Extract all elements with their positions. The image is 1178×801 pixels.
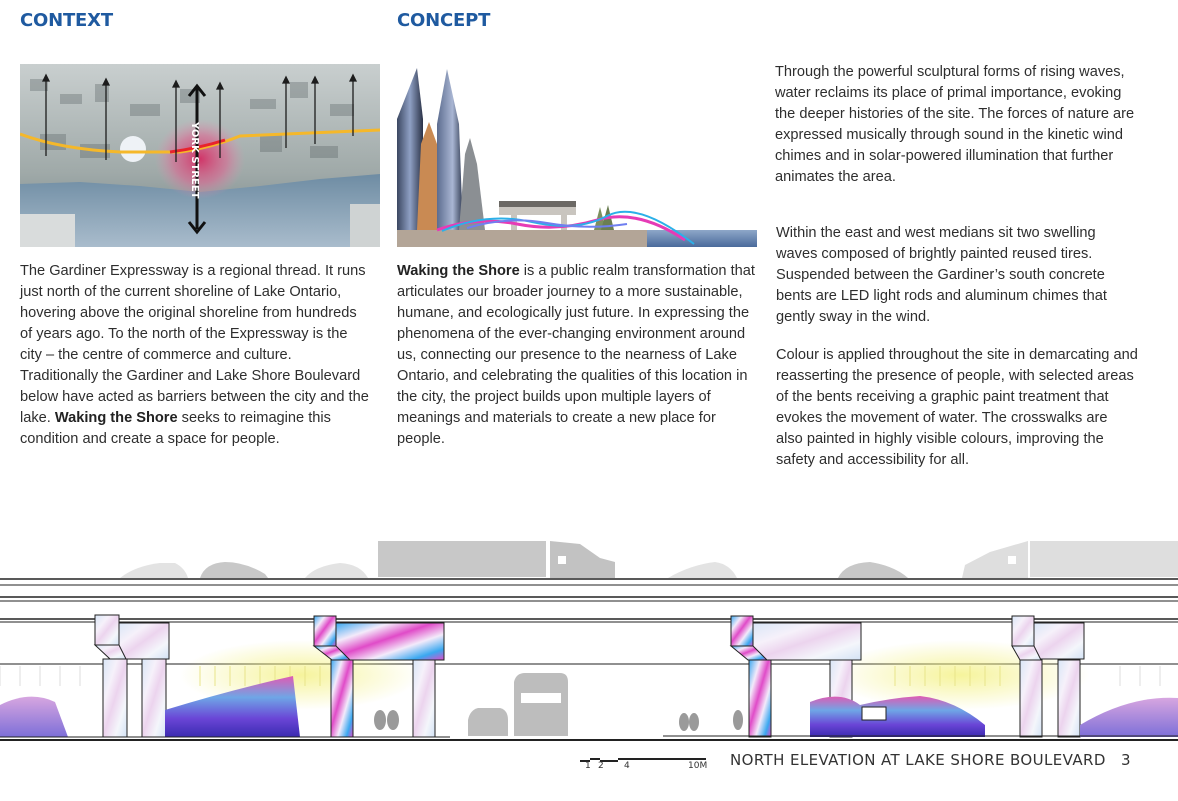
page-number: 3 — [1120, 751, 1131, 769]
context-text-end: seeks to reimagine this condition and create a space for people. — [20, 410, 331, 447]
scale-label: 10M — [688, 761, 708, 771]
context-text: The Gardiner Expressway is a regional thread. It runs just north of the current shoreline of Lake Ontario, hovering above the original shoreline from hundreds of years ago. To the north of the Expressway is the city – the centre of commerce and culture. Traditionally the Gardiner and Lake Shore Boulevard below have acted as barriers between the city and the lake. — [20, 263, 369, 426]
description-paragraph-1: Through the powerful sculptural forms of rising waves, water reclaims its place of primal importance, evoking the deeper histories of the site. The forces of nature are expressed musically through sound in the kinetic wind chimes and in solar-powered illumination that further animates the area. — [775, 64, 1135, 185]
scale-label: 2 — [598, 761, 604, 771]
concept-image — [397, 64, 757, 247]
context-map-image — [20, 64, 380, 247]
elevation-caption — [730, 751, 1131, 769]
ground-line — [0, 736, 1178, 740]
concrete-bent-1 — [95, 615, 169, 737]
concept-heading: CONCEPT — [397, 10, 491, 31]
tire-wave-sculpture — [1080, 698, 1178, 737]
scale-label: 4 — [624, 761, 630, 771]
york-street-label: YORK STREET — [189, 122, 200, 199]
upper-deck-vehicles — [120, 541, 1178, 578]
elevation-title: NORTH ELEVATION AT LAKE SHORE BOULEVARD — [730, 751, 1106, 769]
concept-paragraph — [397, 261, 759, 450]
context-heading: CONTEXT — [20, 10, 113, 31]
concept-text: is a public realm transformation that articulates our broader journey to a more sustainable, humane, and ecologically just future. In expressing the phenomena of the ever-changing environment around us, connecting our presence to the nearness of Lake Ontario, and celebrating the qualities of this location in the city, the project builds upon multiple layers of meanings and materials to create a new place for people. — [397, 263, 755, 447]
description-paragraph-2: Within the east and west medians sit two swelling waves composed of brightly painted reused tires. Suspended between the Gardiner’s south concrete bents are LED light rods and aluminum chimes that gently sway in the wind. — [776, 225, 1107, 325]
context-paragraph — [20, 261, 370, 450]
description-paragraph-3: Colour is applied throughout the site in demarcating and reasserting the presence of people, with selected areas of the bents receiving a graphic paint treatment that evokes the movement of water. The crosswalks are also painted in highly visible colours, improving the safety and accessibility for all. — [776, 347, 1138, 468]
lake-shore-vehicles — [468, 673, 568, 736]
scale-label: 1 — [585, 761, 591, 771]
tire-wave-sculpture — [0, 697, 68, 737]
north-elevation-drawing — [0, 530, 1178, 745]
project-name-bold: Waking the Shore — [397, 263, 520, 279]
project-name-bold: Waking the Shore — [54, 410, 178, 426]
